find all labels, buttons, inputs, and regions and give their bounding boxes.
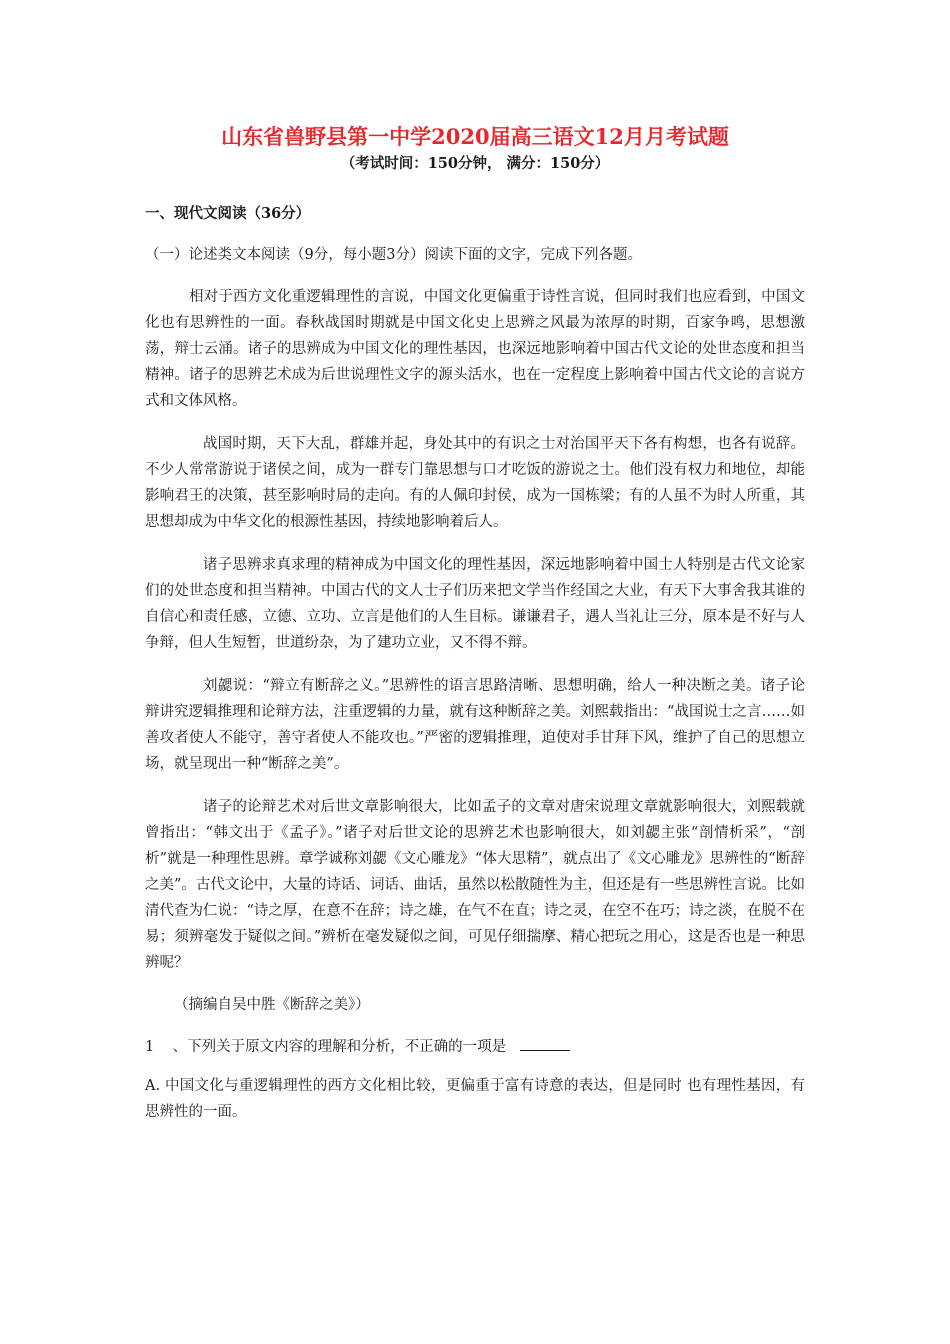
question-1 [145, 1034, 805, 1059]
exam-page [145, 122, 805, 1125]
option-a: A. 中国文化与重逻辑理性的西方文化相比较，更偏重于富有诗意的表达，但是同时 也有理性基因，有思辨性的一面。 [145, 1078, 805, 1120]
passage-paragraph: 相对于西方文化重逻辑理性的言说，中国文化更偏重于诗性言说，但同时我们也应看到，中国文化也有思辨性的一面。春秋战国时期就是中国文化史上思辨之风最为浓厚的时期，百家争鸣，思想激荡，辩士云涌。诸子的思辨成为中国文化的理性基因，也深远地影响着中国古代文论的处世态度和担当精神。诸子的思辨艺术成为后世说理性文字的源头活水，也在一定程度上影响着中国古代文论的言说方式和文体风格。 [145, 289, 805, 409]
question-number: 1 [145, 1039, 155, 1055]
passage-paragraph: 刘勰说：“辩立有断辞之义。”思辨性的语言思路清晰、思想明确，给人一种决断之美。诸子论辩讲究逻辑推理和论辩方法，注重逻辑的力量，就有这种断辞之美。刘熙载指出：“战国说士之言……如善攻者使人不能守，善守者使人不能攻也。”严密的逻辑推理，迫使对手甘拜下风，维护了自己的思想立场，就呈现出一种“断辞之美”。 [145, 678, 805, 772]
question-text: 、下列关于原文内容的理解和分析，不正确的一项是 [172, 1039, 507, 1055]
exam-subtitle: （考试时间：150分钟， 满分：150分） [340, 155, 610, 172]
passage-source: （摘编自吴中胜《断辞之美》） [174, 997, 370, 1013]
section-heading: 一、现代文阅读（36分） [145, 205, 311, 222]
passage-paragraph: 战国时期，天下大乱，群雄并起，身处其中的有识之士对治国平天下各有构想，也各有说辞。不少人常常游说于诸侯之间，成为一群专门靠思想与口才吃饭的游说之士。他们没有权力和地位，却能影响君王的决策，甚至影响时局的走向。有的人佩印封侯，成为一国栋梁；有的人虽不为时人所重，其思想却成为中华文化的根源性基因，持续地影响着后人。 [145, 436, 805, 530]
section-intro: （一）论述类文本阅读（9分，每小题3分）阅读下面的文字，完成下列各题。 [145, 247, 642, 263]
answer-blank[interactable] [520, 1034, 570, 1051]
exam-title: 山东省兽野县第一中学2020届高三语文12月月考试题 [221, 124, 729, 149]
passage-paragraph: 诸子的论辩艺术对后世文章影响很大，比如孟子的文章对唐宋说理文章就影响很大，刘熙载就曾指出：“韩文出于《孟子》。”诸子对后世文论的思辨艺术也影响很大，如刘勰主张“剖情析采”，“剖析”就是一种理性思辨。章学诚称刘勰《文心雕龙》“体大思精”，就点出了《文心雕龙》思辨性的“断辞之美”。古代文论中，大量的诗话、词话、曲话，虽然以松散随性为主，但还是有一些思辨性言说。比如清代查为仁说：“诗之厚，在意不在辞；诗之雄，在气不在直；诗之灵，在空不在巧；诗之淡，在脱不在易；须辨毫发于疑似之间。”辨析在毫发疑似之间，可见仔细揣摩、精心把玩之用心，这是否也是一种思辨呢？ [145, 799, 805, 971]
passage-paragraph: 诸子思辨求真求理的精神成为中国文化的理性基因，深远地影响着中国士人特别是古代文论家们的处世态度和担当精神。中国古代的文人士子们历来把文学当作经国之大业，有天下大事舍我其谁的自信心和责任感，立德、立功、立言是他们的人生目标。谦谦君子，遇人当礼让三分，原本是不好与人争辩，但人生短暂，世道纷杂，为了建功立业，又不得不辩。 [145, 557, 805, 651]
